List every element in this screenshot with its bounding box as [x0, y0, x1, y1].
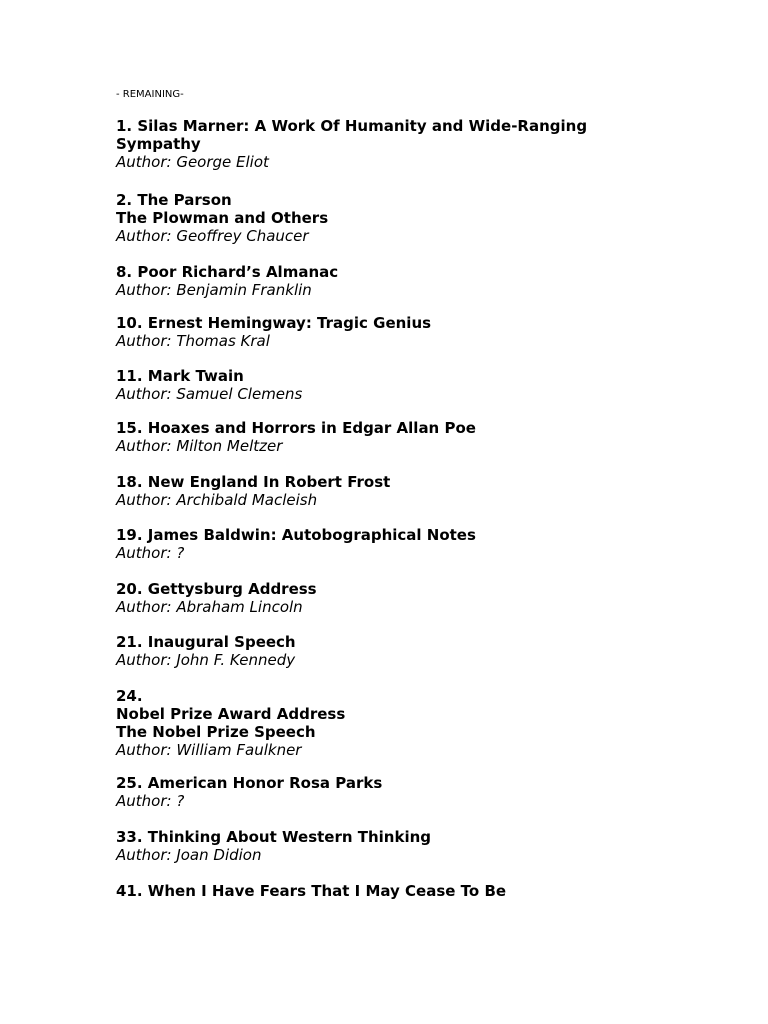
- entry-title-line: 19. James Baldwin: Autobographical Notes: [116, 526, 476, 544]
- list-item: [116, 828, 716, 864]
- list-item: [116, 526, 716, 562]
- list-item: [116, 687, 716, 759]
- section-label: - REMAINING-: [116, 89, 184, 100]
- entry-title-line: 8. Poor Richard’s Almanac: [116, 263, 339, 281]
- entry-author: Author: William Faulkner: [116, 741, 302, 759]
- entry-author: Author: Geoffrey Chaucer: [116, 227, 309, 245]
- entry-author: Author: Abraham Lincoln: [116, 598, 303, 616]
- entry-author: Author: John F. Kennedy: [116, 651, 296, 669]
- entry-author: Author: Samuel Clemens: [116, 385, 303, 403]
- entry-title-line: 2. The Parson: [116, 191, 232, 209]
- list-item: [116, 473, 716, 509]
- list-item: [116, 774, 716, 810]
- entry-title-line: 33. Thinking About Western Thinking: [116, 828, 432, 846]
- entry-author: Author: Thomas Kral: [116, 332, 270, 350]
- entry-author: Author: ?: [116, 544, 185, 562]
- entry-title-line: 24.: [116, 687, 143, 705]
- list-item: [116, 191, 716, 245]
- list-item: [116, 882, 716, 900]
- entry-title-line: 41. When I Have Fears That I May Cease To Be: [116, 882, 507, 900]
- list-item: [116, 419, 716, 455]
- entry-title-line: 21. Inaugural Speech: [116, 633, 296, 651]
- entry-title-line: The Nobel Prize Speech: [116, 723, 316, 741]
- entry-author: Author: ?: [116, 792, 185, 810]
- entry-title-line: 10. Ernest Hemingway: Tragic Genius: [116, 314, 432, 332]
- entry-author: Author: Benjamin Franklin: [116, 281, 312, 299]
- document-body: [116, 89, 716, 900]
- entry-author: Author: George Eliot: [116, 153, 269, 171]
- entry-title-line: 11. Mark Twain: [116, 367, 244, 385]
- entry-author: Author: Joan Didion: [116, 846, 262, 864]
- list-item: [116, 263, 716, 299]
- list-item: [116, 633, 716, 669]
- entry-title-line: 18. New England In Robert Frost: [116, 473, 391, 491]
- list-item: [116, 367, 716, 403]
- entry-title-line: Sympathy: [116, 135, 201, 153]
- list-item: [116, 580, 716, 616]
- entry-title-line: 1. Silas Marner: A Work Of Humanity and Wide-Ranging: [116, 117, 588, 135]
- list-item: [116, 117, 716, 171]
- entry-title-line: The Plowman and Others: [116, 209, 329, 227]
- entry-author: Author: Milton Meltzer: [116, 437, 283, 455]
- entry-title-line: Nobel Prize Award Address: [116, 705, 346, 723]
- entry-title-line: 20. Gettysburg Address: [116, 580, 317, 598]
- list-item: [116, 314, 716, 350]
- entry-author: Author: Archibald Macleish: [116, 491, 318, 509]
- entry-title-line: 15. Hoaxes and Horrors in Edgar Allan Poe: [116, 419, 476, 437]
- entry-title-line: 25. American Honor Rosa Parks: [116, 774, 383, 792]
